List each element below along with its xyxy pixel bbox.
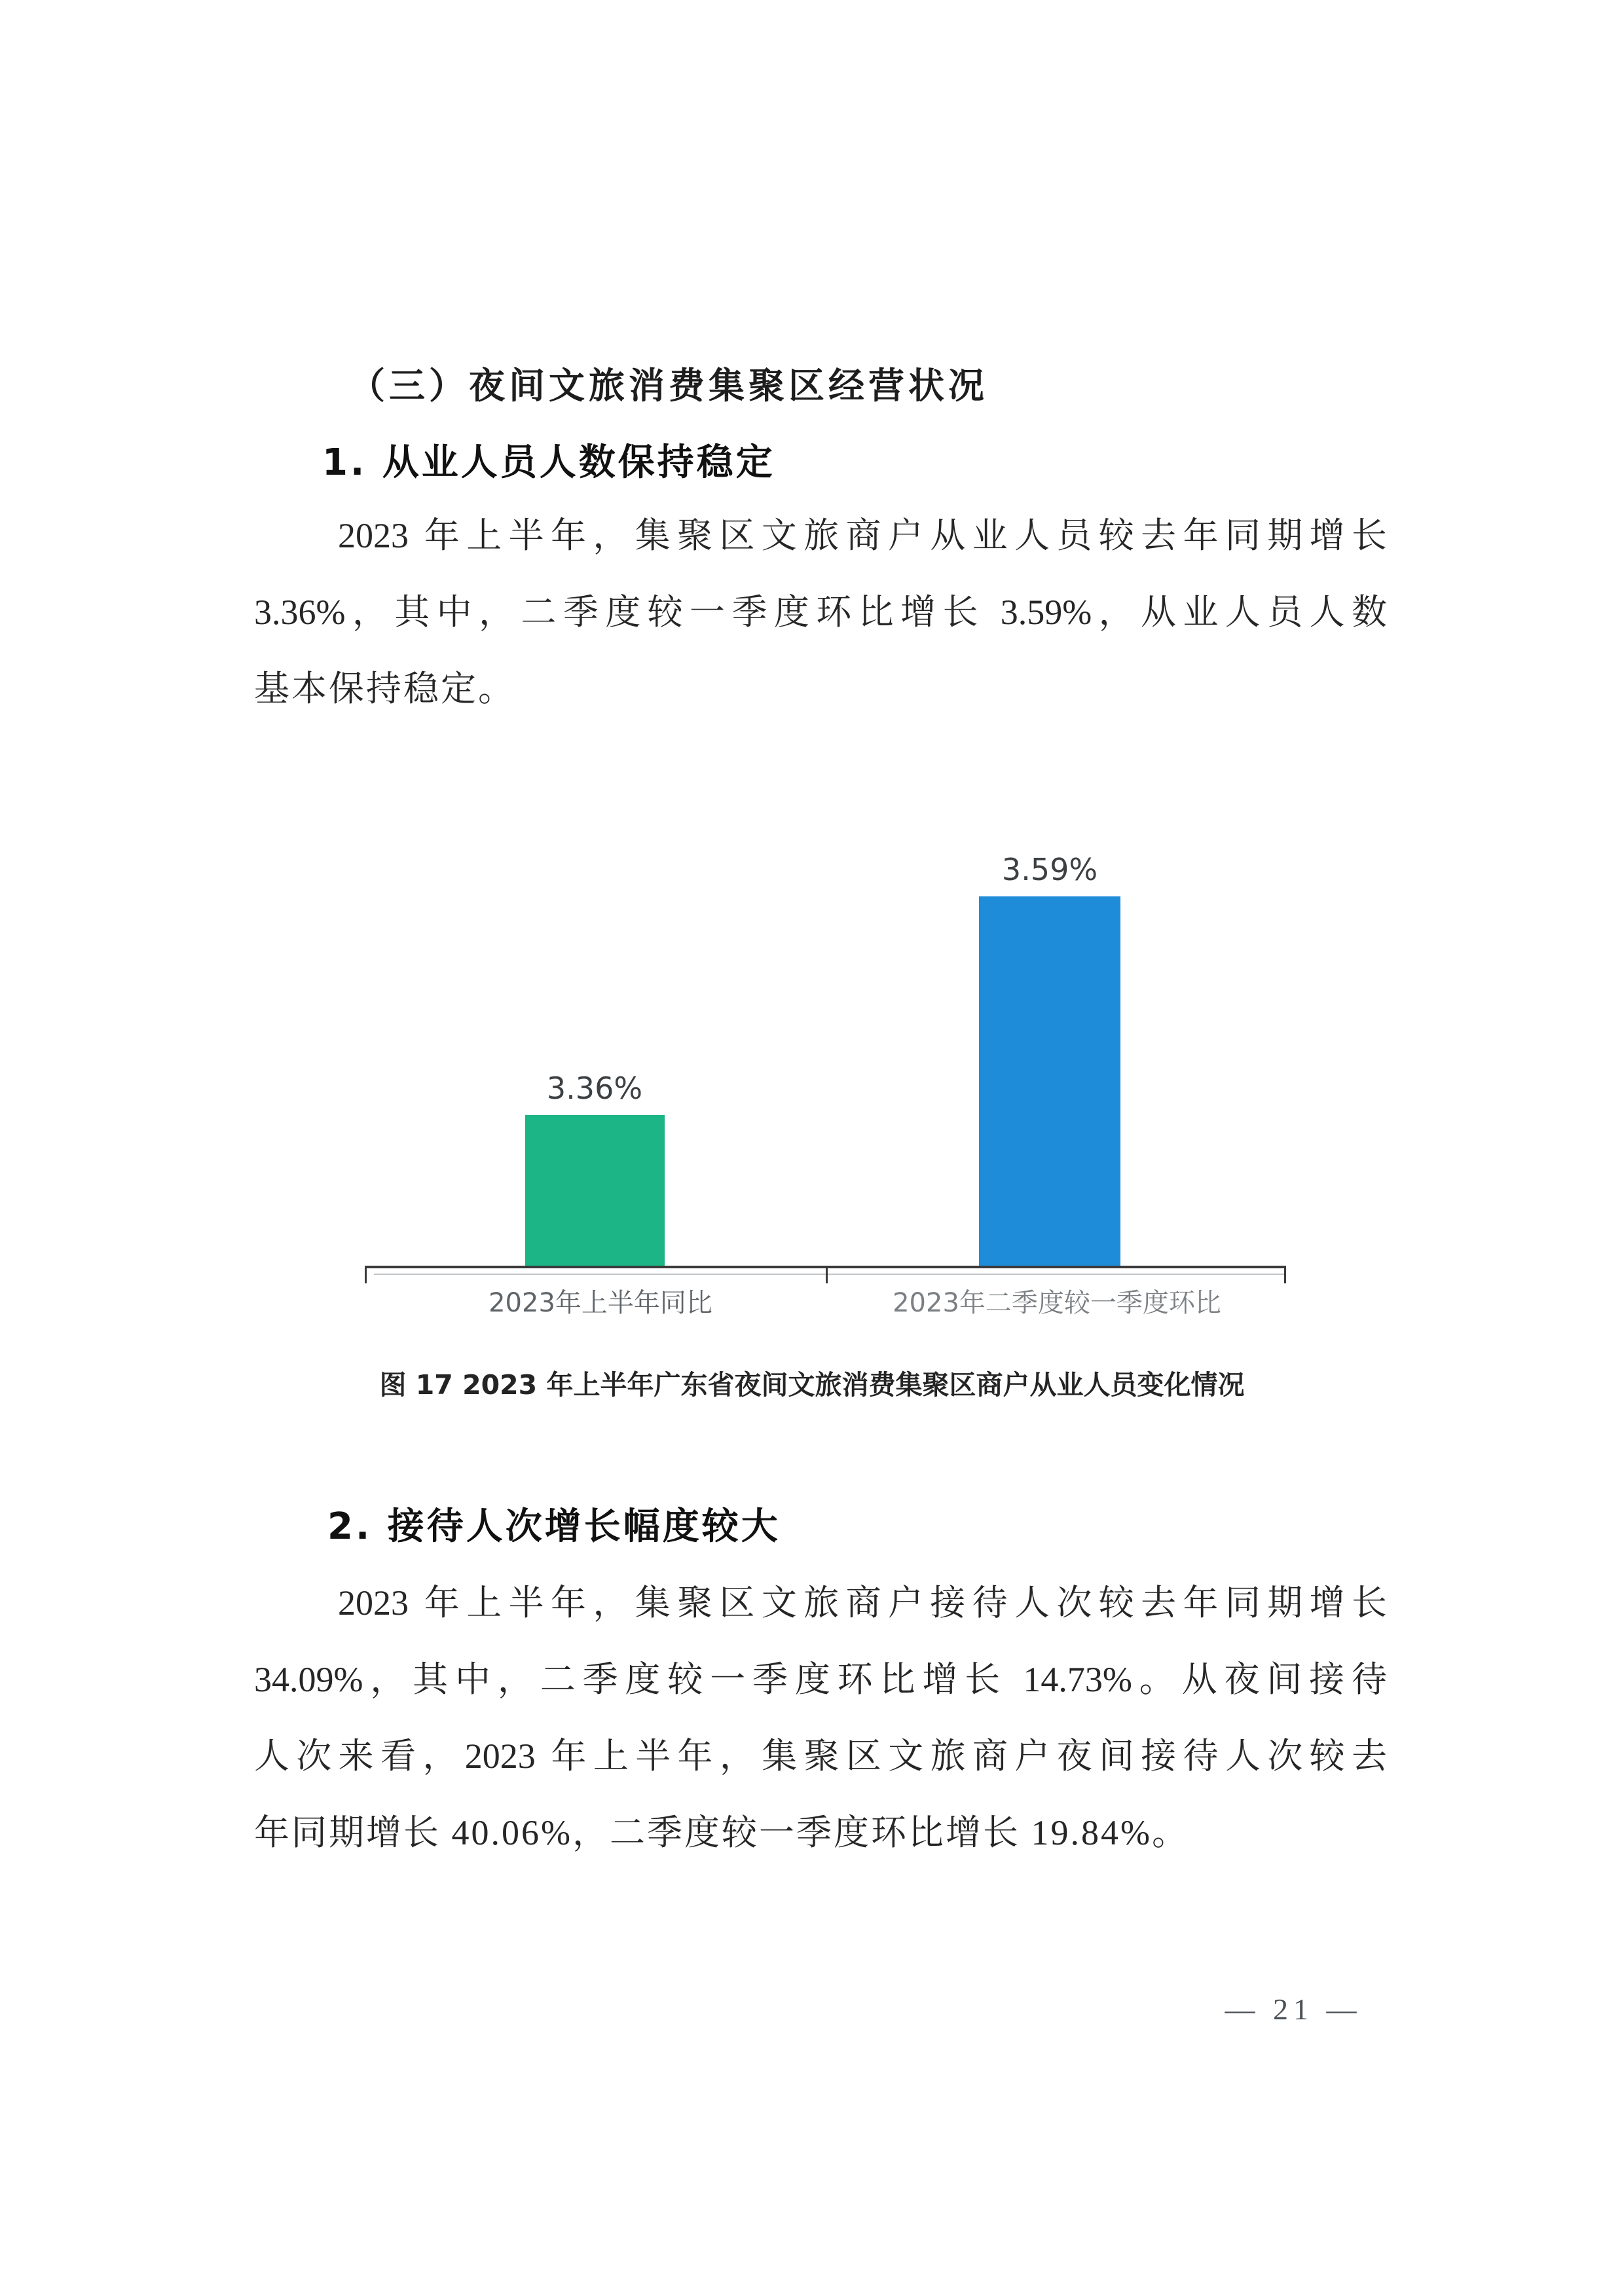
paragraph-1-line-2: 3.36%，其中，二季度较一季度环比增长 3.59%，从业人员人数 xyxy=(254,593,1387,632)
x-axis-tick-left xyxy=(365,1267,367,1283)
x-axis-tick-right xyxy=(1284,1267,1286,1283)
chart-plot-area xyxy=(365,839,1286,1267)
paragraph-2-line-3: 人次来看，2023 年上半年，集聚区文旅商户夜间接待人次较去 xyxy=(254,1736,1387,1776)
paragraph-2-line-1: 2023 年上半年，集聚区文旅商户接待人次较去年同期增长 xyxy=(338,1583,1387,1623)
category-label-q2-vs-q1: 2023年二季度较一季度环比 xyxy=(893,1288,1221,1318)
paragraph-2-line-4: 年同期增长 40.06%，二季度较一季度环比增长 19.84%。 xyxy=(254,1813,1189,1852)
x-axis-tick-middle xyxy=(826,1267,828,1283)
bar-2023-h1-yoy xyxy=(525,1115,665,1267)
paragraph-2-line-2: 34.09%，其中，二季度较一季度环比增长 14.73%。从夜间接待 xyxy=(254,1660,1387,1699)
bar-value-label-h1-yoy: 3.36% xyxy=(546,1071,643,1106)
bar-value-label-q2-vs-q1: 3.59% xyxy=(1001,852,1098,887)
paragraph-1-line-1: 2023 年上半年，集聚区文旅商户从业人员较去年同期增长 xyxy=(338,516,1387,555)
figure-caption: 图 17 2023 年上半年广东省夜间文旅消费集聚区商户从业人员变化情况 xyxy=(379,1369,1245,1401)
section-3-heading: （三）夜间文旅消费集聚区经营状况 xyxy=(349,366,989,406)
subsection-2-heading: 2. 接待人次增长幅度较大 xyxy=(327,1505,781,1548)
category-label-h1-yoy: 2023年上半年同比 xyxy=(489,1288,712,1318)
bar-2023-q2-vs-q1 xyxy=(979,896,1120,1267)
subsection-1-heading: 1. 从业人员人数保持稳定 xyxy=(322,441,775,484)
page-number: — 21 — xyxy=(1225,1992,1362,2026)
bar-chart-figure-17 xyxy=(365,839,1286,1329)
x-axis-scan-shadow xyxy=(374,1274,1284,1275)
paragraph-1-line-3: 基本保持稳定。 xyxy=(254,669,515,708)
